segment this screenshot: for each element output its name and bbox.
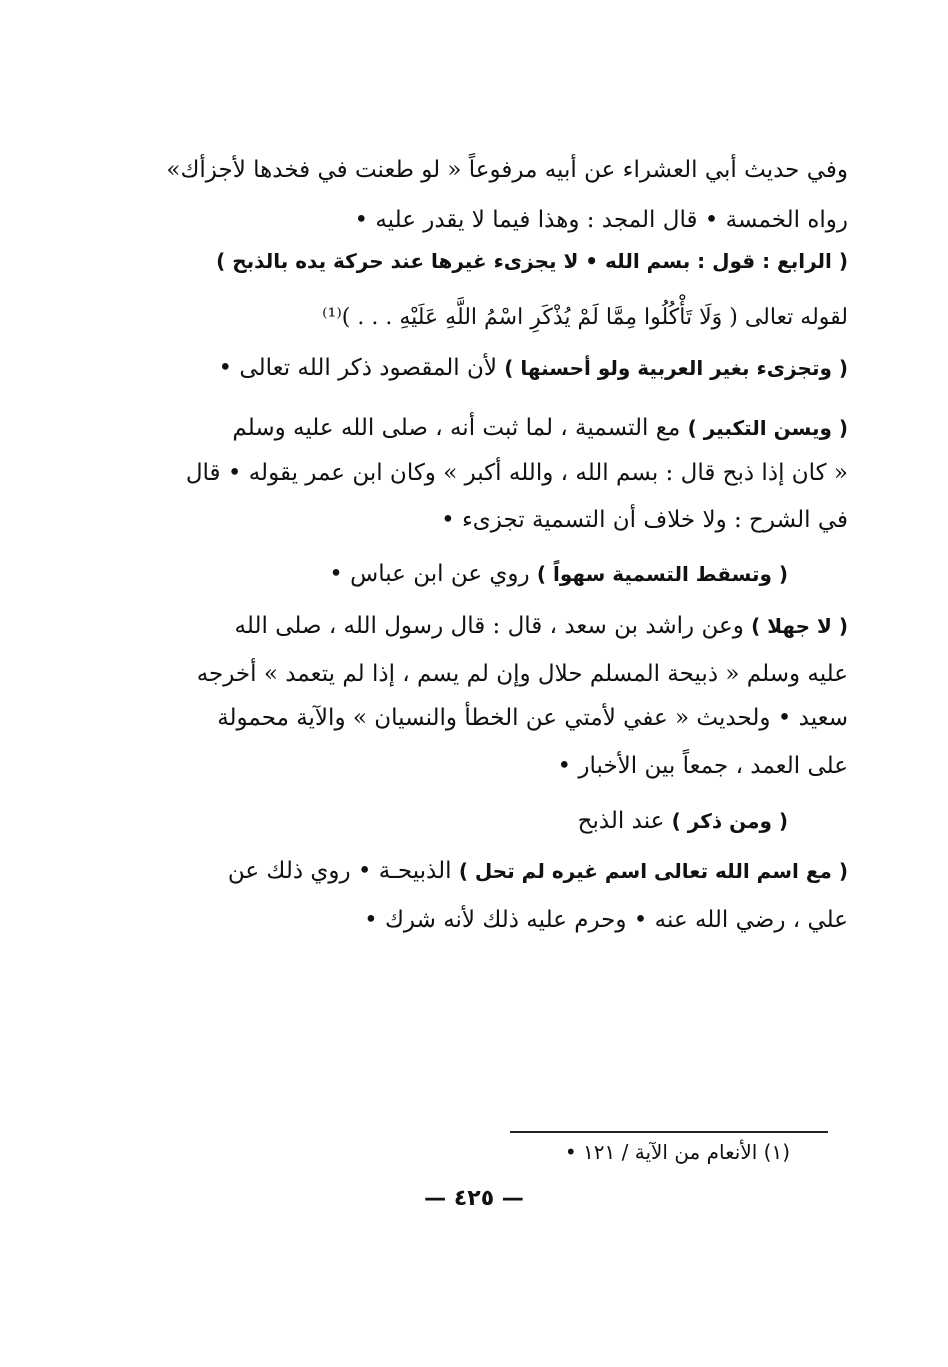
text-line-6 [232, 410, 848, 446]
footnote-divider [510, 1131, 828, 1133]
heading-span: ( ويسن التكبير ) [687, 416, 848, 440]
text-line-13: على العمد ، جمعاً بين الأخبار • [557, 753, 848, 779]
heading-span: ( لا جهلا ) [751, 614, 848, 638]
text-line-7: « كان إذا ذبح قال : بسم الله ، والله أكبر » وكان ابن عمر يقوله • قال [185, 460, 848, 486]
heading-span: ( وتسقط التسمية سهواً ) [536, 562, 788, 586]
text-span: لأن المقصود ذكر الله تعالى • [218, 355, 505, 381]
text-line-14 [578, 803, 788, 839]
text-line-3: ( الرابع : قول : بسم الله • لا يجزىء غيرها عند حركة يده بالذبح ) [216, 249, 848, 273]
heading-span: ( وتجزىء بغير العربية ولو أحسنها ) [504, 356, 848, 380]
text-line-2: رواه الخمسة • قال المجد : وهذا فيما لا يقدر عليه • [354, 207, 848, 233]
text-line-15 [228, 853, 848, 889]
text-line-8: في الشرح : ولا خلاف أن التسمية تجزىء • [441, 507, 848, 533]
page-number: — ٤٢٥ — [424, 1186, 524, 1211]
text-line-12: سعيد • ولحديث « عفي لأمتي عن الخطأ والنسيان » والآية محمولة [217, 705, 848, 731]
text-span: الذبيحـة • روي ذلك عن [227, 858, 459, 884]
quran-verse-line: لقوله تعالى ( وَلَا تَأْكُلُوا مِمَّا لَمْ يُذْكَرِ اسْمُ اللَّهِ عَلَيْهِ . . . )⁽¹⁾ [322, 305, 848, 330]
text-line-9 [329, 556, 788, 592]
text-line-1: وفي حديث أبي العشراء عن أبيه مرفوعاً « لو طعنت في فخدها لأجزأك» [166, 157, 848, 183]
heading-span: ( مع اسم الله تعالى اسم غيره لم تحل ) [458, 859, 848, 883]
text-span: وعن راشد بن سعد ، قال : قال رسول الله ، صلى الله [234, 613, 752, 639]
heading-span: ( ومن ذكر ) [671, 809, 788, 833]
text-span: مع التسمية ، لما ثبت أنه ، صلى الله عليه وسلم [232, 415, 688, 441]
footnote: (١) الأنعام من الآية / ١٢١ • [564, 1140, 790, 1164]
text-line-16: علي ، رضي الله عنه • وحرم عليه ذلك لأنه شرك • [364, 907, 848, 933]
text-line-11: عليه وسلم « ذبيحة المسلم حلال وإن لم يسم ، إذا لم يتعمد » أخرجه [196, 661, 848, 687]
text-span: عند الذبح [577, 808, 672, 834]
text-line-5 [219, 350, 848, 386]
text-span: روي عن ابن عباس • [329, 561, 537, 587]
text-line-10 [235, 608, 848, 644]
